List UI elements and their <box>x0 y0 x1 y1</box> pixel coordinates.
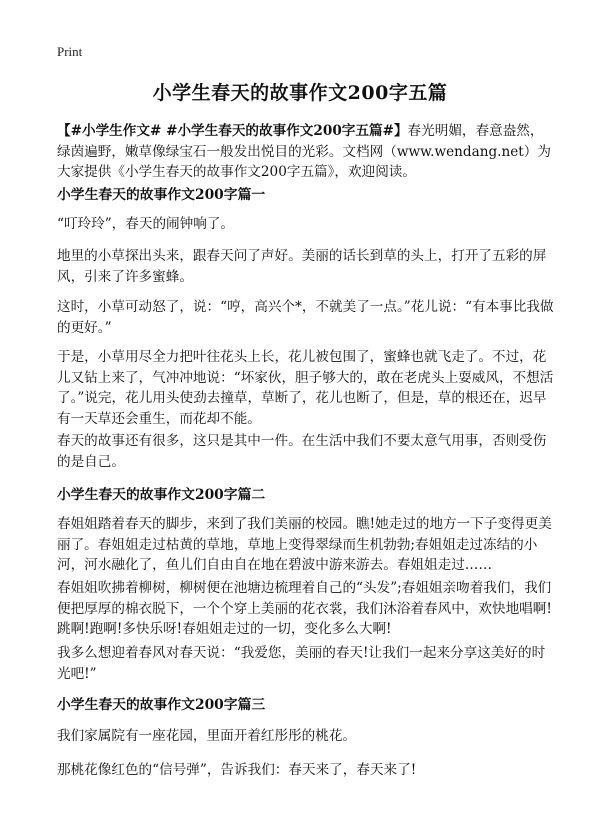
intro-paragraph <box>57 121 557 183</box>
section-1-paragraph-4: 于是，小草用尽全力把叶往花头上长，花儿被包围了，蜜蜂也就飞走了。不过，花儿又钻上来了，气冲冲地说：“坏家伙，胆子够大的，敢在老虎头上耍威风，不想活了。”说完，花儿用头使劲去撞草，草断了，花儿也断了，但是，草的根还在，迟早有一天草还会重生，而花却不能。 <box>57 349 554 427</box>
section-3-paragraph-2: 那桃花像红色的“信号弹”，告诉我们：春天来了，春天来了! <box>57 762 417 778</box>
print-label: Print <box>57 44 83 59</box>
section-heading-2: 小学生春天的故事作文200字篇二 <box>57 487 266 503</box>
section-2-paragraph-2: 春姐姐吹拂着柳树，柳树便在池塘边梳理着自己的“头发”;春姐姐亲吻着我们，我们便把厚厚的棉衣脱下，一个个穿上美丽的花衣裳，我们沐浴着春风中，欢快地唱啊!跳啊!跑啊!多快乐呀!春姐姐走过的一切，变化多么大啊! <box>57 580 552 637</box>
section-1-paragraph-3: 这时，小草可动怒了，说：“哼，高兴个*，不就美了一点。”花儿说：“有本事比我做的更好。” <box>57 299 554 336</box>
section-3-paragraph-1: 我们家属院有一座花园，里面开着红彤彤的桃花。 <box>57 728 357 744</box>
section-1-paragraph-5: 春天的故事还有很多，这只是其中一件。在生活中我们不要太意气用事，否则受伤的是自己。 <box>57 433 547 470</box>
intro-tag: 【#小学生作文# #小学生春天的故事作文200字五篇#】 <box>57 123 408 139</box>
section-heading-1: 小学生春天的故事作文200字篇一 <box>57 187 266 203</box>
section-1-paragraph-1: “叮玲玲”，春天的闹钟响了。 <box>57 216 235 232</box>
section-2-paragraph-1: 春姐姐踏着春天的脚步，来到了我们美丽的校园。瞧!她走过的地方一下子变得更美丽了。春姐姐走过枯黄的草地，草地上变得翠绿而生机勃勃;春姐姐走过冻结的小河，河水融化了，鱼儿们自由自在地在碧波中游来游去。春姐姐走过…… <box>57 516 552 573</box>
intro-text: 春光明媚，春意盎然，绿茵遍野，嫩草像绿宝石一般发出悦目的光彩。文档网（www.wendang.net）为大家提供《小学生春天的故事作文200字五篇》，欢迎阅读。 <box>57 123 551 180</box>
section-heading-3: 小学生春天的故事作文200字篇三 <box>57 697 266 713</box>
page-title: 小学生春天的故事作文200字五篇 <box>152 82 448 104</box>
section-1-paragraph-2: 地里的小草探出头来，跟春天问了声好。美丽的话长到草的头上，打开了五彩的屏风，引来了许多蜜蜂。 <box>57 248 547 285</box>
section-2-paragraph-3: 我多么想迎着春风对春天说：“我爱您，美丽的春天!让我们一起来分享这美好的时光吧!” <box>57 645 546 682</box>
